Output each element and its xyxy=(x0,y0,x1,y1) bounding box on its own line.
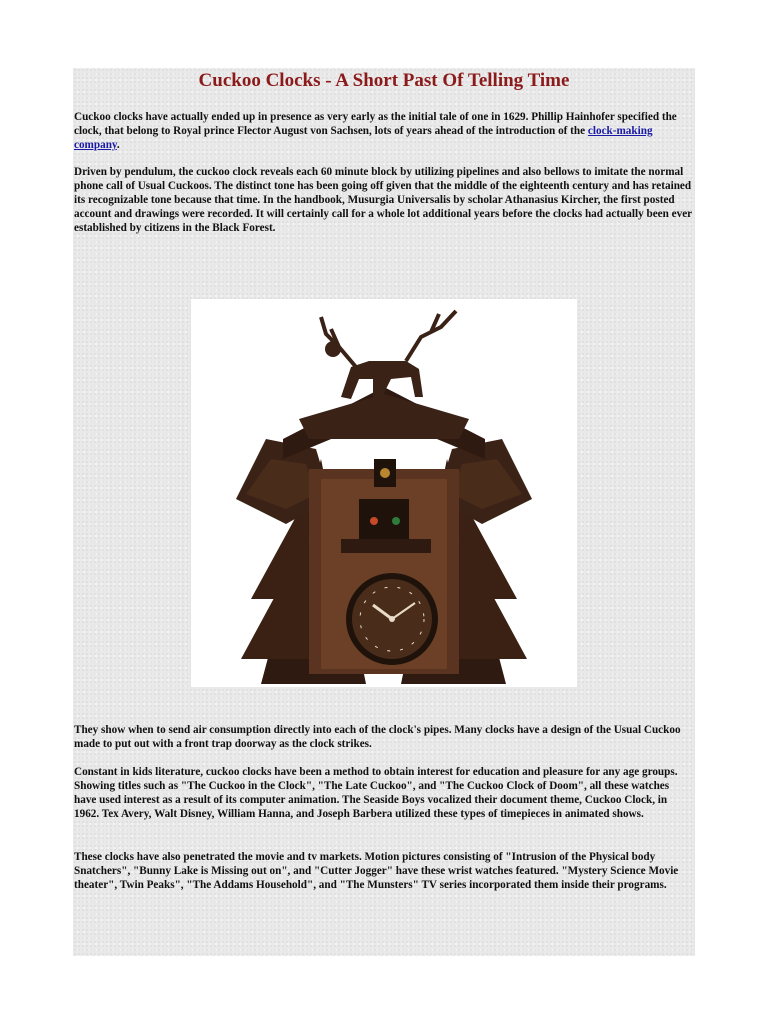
clock-making-company-link[interactable]: clock-making company xyxy=(74,125,653,151)
document-title: Cuckoo Clocks - A Short Past Of Telling Time xyxy=(198,70,570,91)
paragraph-5: These clocks have also penetrated the movie and tv markets. Motion pictures consisting of "Intrusion of the Physical body Snatchers", "Bunny Lake is Missing out on", and "Cutter Jogger" have these wrist watches featured. "Mystery Science Movie theater", Twin Peaks", "The Addams Household", and "The Munsters" TV series incorporated them inside their programs. xyxy=(74,851,679,891)
cuckoo-clock-illustration xyxy=(191,299,577,687)
paragraph-1-text: Cuckoo clocks have actually ended up in presence as very early as the initial tale of one in 1629. Phillip Hainhofer specified the clock, that belong to Royal prince Flector August von Sachsen, lots of years ahead of the introduction of the xyxy=(74,111,677,137)
cuckoo-clock-image xyxy=(191,299,577,687)
paragraph-2: Driven by pendulum, the cuckoo clock reveals each 60 minute block by utilizing pipelines and also bellows to imitate the normal phone call of Usual Cuckoos. The distinct tone has been going off given that the middle of the eighteenth century and has retained its recognizable tone because that time. In the handbook, Musurgia Universalis by scholar Athanasius Kircher, the first posted account and drawings were recorded. It will certainly call for a whole lot additional years before the clocks had actually been ever established by citizens in the Black Forest. xyxy=(74,166,692,234)
paragraph-4: Constant in kids literature, cuckoo clocks have been a method to obtain interest for education and pleasure for any age groups. Showing titles such as "The Cuckoo in the Clock", "The Late Cuckoo", and "The Cuckoo Clock of Doom", all these watches have used interest as a result of its computer animation. The Seaside Boys vocalized their document theme, Cuckoo Clock, in 1962. Tex Avery, Walt Disney, William Hanna, and Joseph Barbera utilized these types of timepieces in animated shows. xyxy=(74,766,678,820)
document-page xyxy=(73,68,695,956)
paragraph-3: They show when to send air consumption directly into each of the clock's pipes. Many clocks have a design of the Usual Cuckoo made to put out with a front trap doorway as the clock strikes. xyxy=(74,724,681,750)
paragraph-1 xyxy=(74,110,694,152)
paragraph-1-end: . xyxy=(116,139,120,151)
